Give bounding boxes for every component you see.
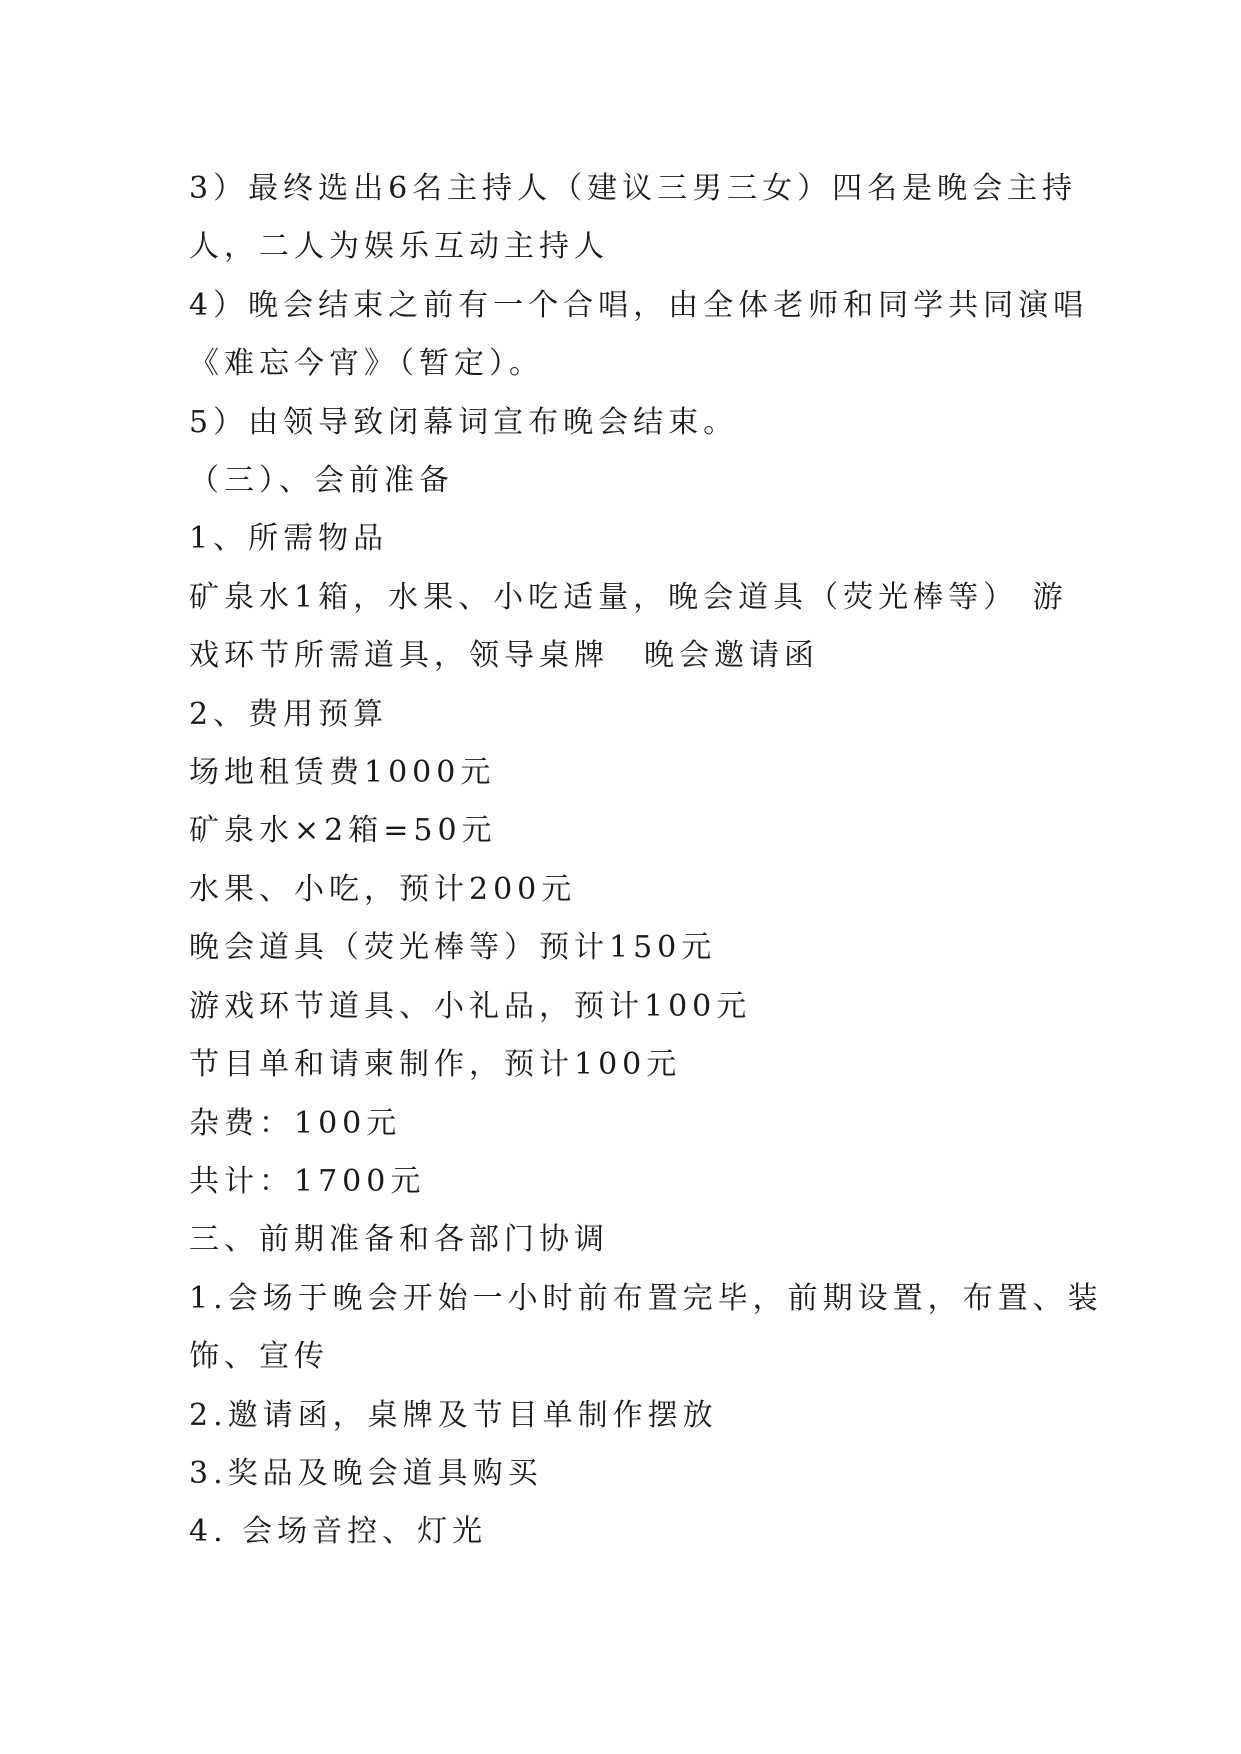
text-line: 人，二人为娱乐互动主持人 [189,229,609,265]
budget-item: 水果、小吃，预计200元 [189,871,577,907]
subsection-heading: 1、所需物品 [189,521,389,557]
text-line: 《难忘今宵》（暂定）。 [189,346,544,382]
text-line: 3.奖品及晚会道具购买 [189,1455,543,1491]
text-line: 饰、宣传 [189,1339,329,1375]
text-line: 5）由领导致闭幕词宣布晚会结束。 [189,404,739,440]
text-line: 4. 会场音控、灯光 [189,1514,488,1550]
budget-item: 节目单和请柬制作，预计100元 [189,1047,682,1083]
budget-total: 共计：1700元 [189,1163,426,1199]
budget-item: 杂费：100元 [189,1105,402,1141]
subsection-heading: 2、费用预算 [189,696,389,732]
budget-item: 游戏环节道具、小礼品，预计100元 [189,988,752,1024]
text-line: 矿泉水1箱，水果、小吃适量，晚会道具（荧光棒等） 游 [189,579,1068,615]
text-line: 戏环节所需道具，领导桌牌 晚会邀请函 [189,638,819,674]
text-line: 1.会场于晚会开始一小时前布置完毕，前期设置，布置、装 [189,1280,1103,1316]
text-line: 2.邀请函，桌牌及节目单制作摆放 [189,1397,718,1433]
section-heading: （三）、会前准备 [189,463,454,499]
section-heading: 三、前期准备和各部门协调 [189,1222,609,1258]
text-line: 3）最终选出6名主持人（建议三男三女）四名是晚会主持 [189,171,1078,206]
budget-item: 矿泉水×2箱=50元 [189,813,497,849]
budget-item: 晚会道具（荧光棒等）预计150元 [189,930,717,966]
text-line: 4）晚会结束之前有一个合唱，由全体老师和同学共同演唱 [189,287,1089,323]
budget-item: 场地租赁费1000元 [189,755,496,791]
document-body [189,160,1103,1562]
